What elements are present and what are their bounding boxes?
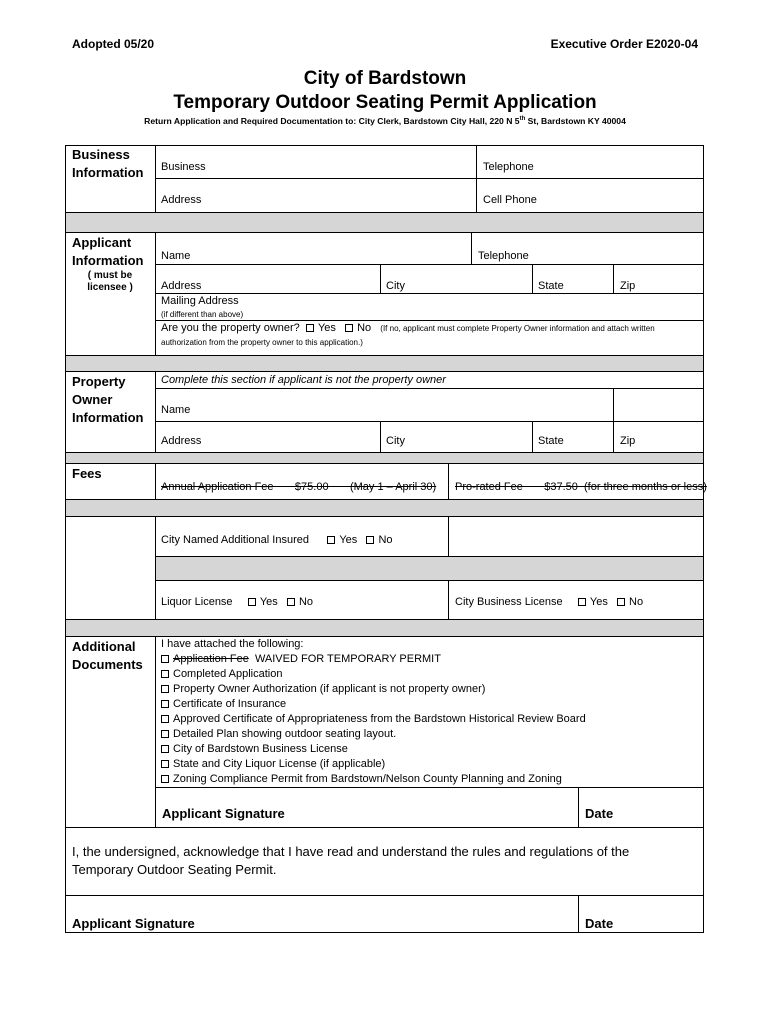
additional-documents-section-title <box>72 638 143 674</box>
additional-insured-row <box>161 534 393 546</box>
separator-band <box>155 556 703 580</box>
page-subtitle: Temporary Outdoor Seating Permit Application <box>173 92 597 113</box>
no-label: No <box>357 322 372 334</box>
prorated-fee-text: Pro-rated Fee $37.50 (for three months or less) <box>455 481 707 493</box>
no-label: No <box>298 596 314 608</box>
checklist-item-label: Approved Certificate of Appropriateness from the Bardstown Historical Review Board <box>173 713 586 725</box>
note-line: licensee ) <box>87 282 133 293</box>
separator-band <box>66 452 703 463</box>
business-address-field[interactable]: Address <box>161 194 202 206</box>
insured-no-checkbox[interactable] <box>366 536 374 544</box>
return-note-superscript: th <box>519 116 526 123</box>
checklist-intro: I have attached the following: <box>161 638 304 650</box>
section-title-line: Documents <box>72 657 143 672</box>
signature-date-field[interactable]: Date <box>585 806 614 821</box>
acknowledgement-text: I, the undersigned, acknowledge that I have read and understand the rules and regulations of the Temporary Outdoor Seating Permit. <box>72 844 630 877</box>
separator-band <box>66 355 703 371</box>
applicant-address-field[interactable]: Address <box>161 280 202 292</box>
document-checkbox[interactable] <box>161 760 169 768</box>
liquor-yes-checkbox[interactable] <box>248 598 256 606</box>
checklist-item <box>161 757 586 772</box>
return-note-text: Return Application and Required Documentation to: City Clerk, Bardstown City Hall, 220 N 5 <box>144 116 520 126</box>
owner-address-field[interactable]: Address <box>161 435 202 447</box>
additional-insured-label: City Named Additional Insured <box>161 534 309 546</box>
section-title-line: Information <box>72 253 144 268</box>
yes-label: Yes <box>339 534 358 546</box>
checklist-item <box>161 727 586 742</box>
yes-label: Yes <box>259 596 278 608</box>
applicant-telephone-field[interactable]: Telephone <box>478 250 529 262</box>
checklist-item-label: Detailed Plan showing outdoor seating layout. <box>173 728 397 740</box>
owner-city-field[interactable]: City <box>386 435 405 447</box>
checklist-item-label: Completed Application <box>173 668 283 680</box>
waived-note: WAIVED FOR TEMPORARY PERMIT <box>248 653 441 665</box>
property-owner-instruction: Complete this section if applicant is not the property owner <box>161 374 446 386</box>
checklist-item <box>161 652 586 667</box>
final-applicant-signature-field[interactable]: Applicant Signature <box>72 916 195 931</box>
property-owner-section-title <box>72 373 144 427</box>
checklist-item-label: Zoning Compliance Permit from Bardstown/Nelson County Planning and Zoning <box>173 773 562 785</box>
section-title-line: Business <box>72 147 130 162</box>
business-license-label: City Business License <box>455 596 563 608</box>
business-license-row <box>455 596 643 608</box>
fees-section-title: Fees <box>72 466 102 481</box>
applicant-signature-field[interactable]: Applicant Signature <box>162 806 285 821</box>
insured-yes-checkbox[interactable] <box>327 536 335 544</box>
executive-order: Executive Order E2020-04 <box>550 37 698 51</box>
owner-no-checkbox[interactable] <box>345 324 353 332</box>
checklist-item <box>161 697 586 712</box>
mailing-address-note: (if different than above) <box>161 310 244 319</box>
document-checkbox[interactable] <box>161 715 169 723</box>
note-line: ( must be <box>87 270 133 281</box>
applicant-section-title <box>72 234 144 270</box>
checklist-item <box>161 712 586 727</box>
property-owner-question <box>161 322 655 334</box>
checklist-item <box>161 682 586 697</box>
section-title-line: Property <box>72 374 126 389</box>
applicant-state-field[interactable]: State <box>538 280 564 292</box>
document-checkbox[interactable] <box>161 700 169 708</box>
no-label: No <box>378 534 393 546</box>
documents-checklist <box>161 637 586 787</box>
final-signature-date-field[interactable]: Date <box>585 916 614 931</box>
owner-state-field[interactable]: State <box>538 435 564 447</box>
application-fee-struck: Application Fee <box>173 653 249 665</box>
document-checkbox[interactable] <box>161 745 169 753</box>
annual-fee-text: Annual Application Fee $75.00 (May 1 – April 30) <box>161 481 437 493</box>
section-title-line: Additional <box>72 639 136 654</box>
business-telephone-field[interactable]: Telephone <box>483 161 534 173</box>
checklist-item <box>161 667 586 682</box>
mailing-address-field[interactable]: Mailing Address <box>161 295 239 307</box>
liquor-license-row <box>161 596 313 608</box>
checklist-item-label: Certificate of Insurance <box>173 698 287 710</box>
owner-name-field[interactable]: Name <box>161 404 191 416</box>
document-checkbox[interactable] <box>161 670 169 678</box>
applicant-name-field[interactable]: Name <box>161 250 191 262</box>
checklist-item-label: State and City Liquor License (if applicable) <box>173 758 386 770</box>
section-title-line: Information <box>72 165 144 180</box>
applicant-city-field[interactable]: City <box>386 280 405 292</box>
checklist-item-label: City of Bardstown Business License <box>173 743 348 755</box>
owner-yes-checkbox[interactable] <box>306 324 314 332</box>
checklist-item-label: Property Owner Authorization (if applicant is not property owner) <box>173 683 486 695</box>
return-note-tail: St, Bardstown KY 40004 <box>525 116 626 126</box>
owner-zip-field[interactable]: Zip <box>620 435 636 447</box>
document-checkbox[interactable] <box>161 775 169 783</box>
document-checkbox[interactable] <box>161 685 169 693</box>
business-license-yes-checkbox[interactable] <box>578 598 586 606</box>
separator-band <box>66 619 703 636</box>
owner-question-text: Are you the property owner? <box>161 322 300 334</box>
separator-band <box>66 499 703 516</box>
document-checkbox[interactable] <box>161 730 169 738</box>
business-cell-phone-field[interactable]: Cell Phone <box>483 194 537 206</box>
document-checkbox[interactable] <box>161 655 169 663</box>
business-license-no-checkbox[interactable] <box>617 598 625 606</box>
business-name-field[interactable]: Business <box>161 161 206 173</box>
section-title-line: Owner <box>72 392 113 407</box>
checklist-item <box>161 742 586 757</box>
section-title-line: Applicant <box>72 235 132 250</box>
separator-band <box>66 212 703 232</box>
return-instructions <box>0 116 770 126</box>
no-label: No <box>629 596 644 608</box>
adopted-date: Adopted 05/20 <box>72 37 155 51</box>
liquor-license-label: Liquor License <box>161 596 233 608</box>
owner-note-continued: authorization from the property owner to this application.) <box>161 338 363 347</box>
applicant-licensee-note <box>72 270 148 294</box>
yes-label: Yes <box>589 596 608 608</box>
page-title: City of Bardstown <box>303 68 467 89</box>
owner-note: (If no, applicant must complete Property Owner information and attach written <box>380 324 655 333</box>
business-section-title <box>72 146 144 182</box>
checklist-item <box>161 772 586 787</box>
section-title-line: Information <box>72 410 144 425</box>
liquor-no-checkbox[interactable] <box>287 598 295 606</box>
yes-label: Yes <box>317 322 336 334</box>
applicant-zip-field[interactable]: Zip <box>620 280 636 292</box>
